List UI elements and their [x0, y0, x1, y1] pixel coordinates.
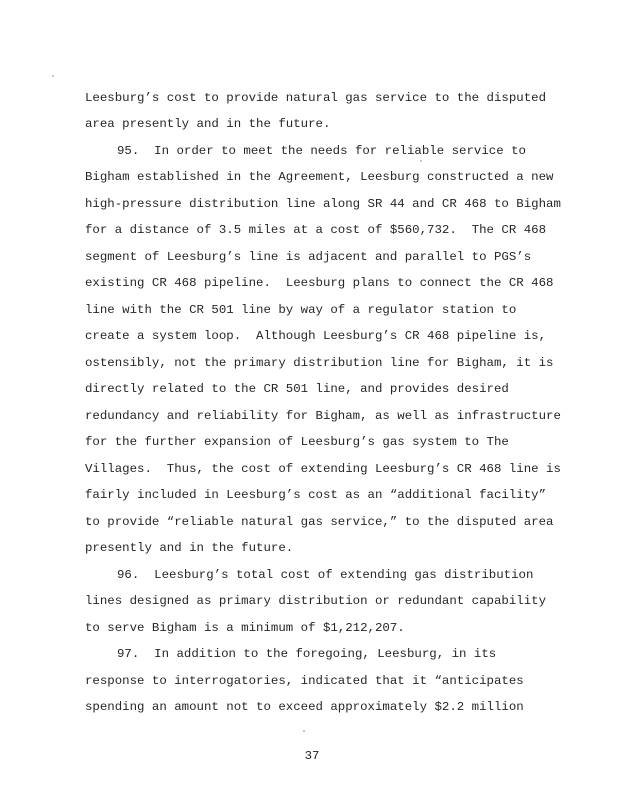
paragraph-95-line-7: line with the CR 501 line by way of a regulator station to — [85, 303, 517, 317]
paragraph-95-line-14: fairly included in Leesburg’s cost as an “additional facility” — [85, 488, 547, 502]
paragraph-95-line-2: Bigham established in the Agreement, Leesburg constructed a new — [85, 170, 554, 184]
paragraph-96-line-2: lines designed as primary distribution or redundant capability — [85, 594, 547, 608]
paragraph-95-line-9: ostensibly, not the primary distribution line for Bigham, it is — [85, 356, 554, 370]
scan-speck — [52, 75, 54, 77]
paragraph-96-line-3: to serve Bigham is a minimum of $1,212,207. — [85, 621, 405, 635]
paragraph-96-line-1: 96. Leesburg’s total cost of extending gas distribution — [117, 568, 534, 582]
paragraph-95-line-6: existing CR 468 pipeline. Leesburg plans to connect the CR 468 — [85, 276, 554, 290]
paragraph-95-line-16: presently and in the future. — [85, 541, 294, 555]
paragraph-95-line-10: directly related to the CR 501 line, and provides desired — [85, 382, 509, 396]
page-number: 37 — [304, 749, 320, 763]
text-line-2: area presently and in the future. — [85, 117, 331, 131]
paragraph-95-line-4: for a distance of 3.5 miles at a cost of $560,732. The CR 468 — [85, 223, 547, 237]
paragraph-97-line-3: spending an amount not to exceed approximately $2.2 million — [85, 700, 524, 714]
paragraph-95-line-13: Villages. Thus, the cost of extending Leesburg’s CR 468 line is — [85, 462, 561, 476]
scan-speck — [420, 160, 422, 162]
paragraph-95-line-5: segment of Leesburg’s line is adjacent and parallel to PGS’s — [85, 250, 532, 264]
text-line-1: Leesburg’s cost to provide natural gas service to the disputed — [85, 91, 547, 105]
paragraph-95-line-15: to provide “reliable natural gas service,” to the disputed area — [85, 515, 554, 529]
paragraph-97-line-2: response to interrogatories, indicated that it “anticipates — [85, 674, 524, 688]
scan-speck — [303, 730, 305, 732]
paragraph-95-line-8: create a system loop. Although Leesburg’s CR 468 pipeline is, — [85, 329, 547, 343]
paragraph-95-line-3: high-pressure distribution line along SR 44 and CR 468 to Bigham — [85, 197, 561, 211]
paragraph-95-line-11: redundancy and reliability for Bigham, as well as infrastructure — [85, 409, 561, 423]
paragraph-95-line-1: 95. In order to meet the needs for reliable service to — [117, 144, 526, 158]
paragraph-95-line-12: for the further expansion of Leesburg’s gas system to The — [85, 435, 509, 449]
paragraph-97-line-1: 97. In addition to the foregoing, Leesburg, in its — [117, 647, 497, 661]
